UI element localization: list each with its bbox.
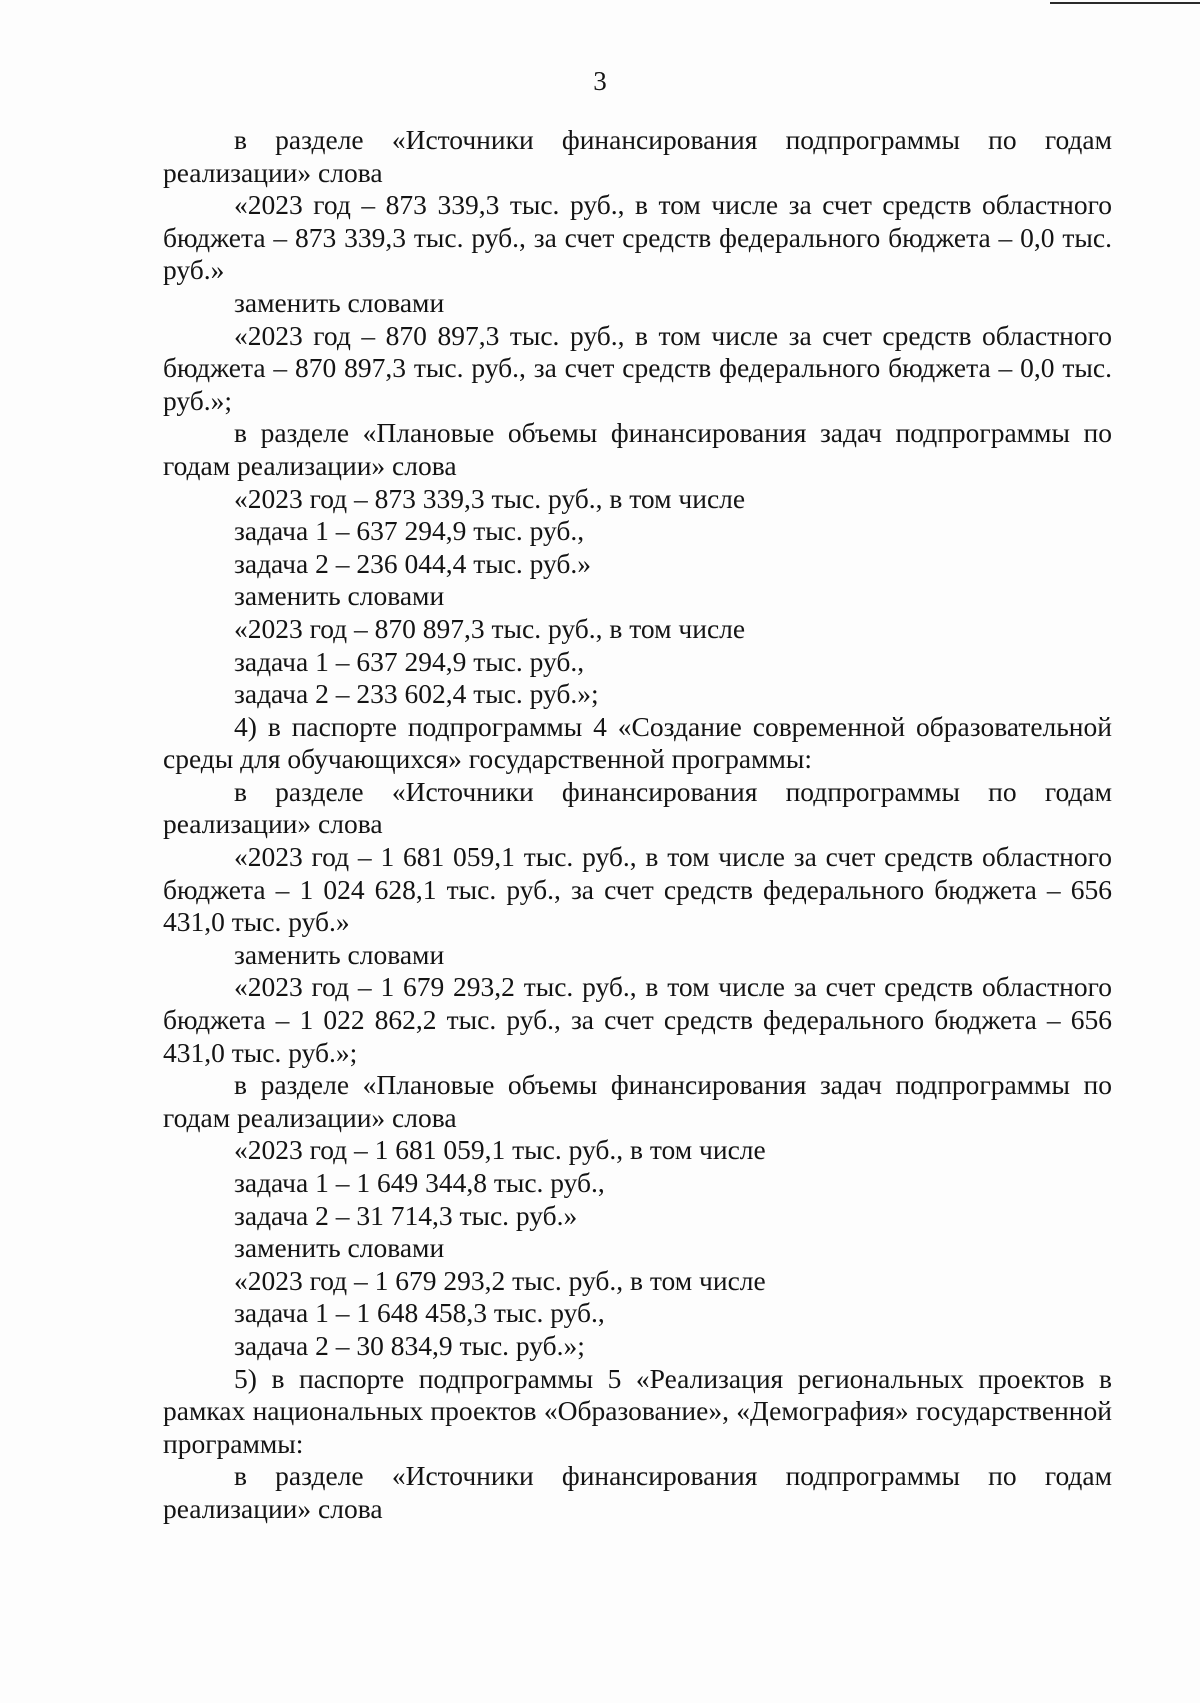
paragraph-10: «2023 год – 870 897,3 тыс. руб., в том числе <box>234 612 746 644</box>
paragraph-13: 4) в паспорте подпрограммы 4 «Создание современной образовательной среды для обучающихся» государственной программы: <box>163 710 1112 775</box>
paragraph-17: «2023 год – 1 679 293,2 тыс. руб., в том числе за счет средств областного бюджета – 1 022 862,2 тыс. руб., за счет средств федерального бюджета – 656 431,0 тыс. руб.»; <box>163 971 1112 1068</box>
paragraph-4: «2023 год – 870 897,3 тыс. руб., в том числе за счет средств областного бюджета – 870 897,3 тыс. руб., за счет средств федерального бюджета – 0,0 тыс. руб.»; <box>163 319 1112 416</box>
paragraph-6: «2023 год – 873 339,3 тыс. руб., в том числе <box>234 482 746 514</box>
paragraph-25: задача 2 – 30 834,9 тыс. руб.»; <box>234 1329 585 1361</box>
paragraph-7: задача 1 – 637 294,9 тыс. руб., <box>234 515 585 547</box>
paragraph-5: в разделе «Плановые объемы финансирования задач подпрограммы по годам реализации» слова <box>163 417 1112 481</box>
paragraph-11: задача 1 – 637 294,9 тыс. руб., <box>234 645 585 677</box>
paragraph-22: заменить словами <box>234 1232 445 1264</box>
paragraph-23: «2023 год – 1 679 293,2 тыс. руб., в том числе <box>234 1264 766 1296</box>
paragraph-1: в разделе «Источники финансирования подпрограммы по годам реализации» слова <box>163 124 1112 188</box>
paragraph-8: задача 2 – 236 044,4 тыс. руб.» <box>234 547 592 579</box>
paragraph-3: заменить словами <box>234 286 445 318</box>
paragraph-9: заменить словами <box>234 580 445 612</box>
page-number: 3 <box>593 66 607 96</box>
paragraph-18: в разделе «Плановые объемы финансирования задач подпрограммы по годам реализации» слова <box>163 1069 1112 1133</box>
paragraph-26: 5) в паспорте подпрограммы 5 «Реализация региональных проектов в рамках национальных проектов «Образование», «Демография» государственной программы: <box>163 1362 1112 1459</box>
paragraph-19: «2023 год – 1 681 059,1 тыс. руб., в том числе <box>234 1134 766 1166</box>
paragraph-27: в разделе «Источники финансирования подпрограммы по годам реализации» слова <box>163 1460 1112 1524</box>
paragraph-16: заменить словами <box>234 938 445 970</box>
paragraph-14: в разделе «Источники финансирования подпрограммы по годам реализации» слова <box>163 775 1112 840</box>
document-body <box>163 124 1112 1526</box>
paragraph-15: «2023 год – 1 681 059,1 тыс. руб., в том числе за счет средств областного бюджета – 1 024 628,1 тыс. руб., за счет средств федерального бюджета – 656 431,0 тыс. руб.» <box>163 841 1112 938</box>
scan-edge-mark <box>1050 2 1200 4</box>
paragraph-21: задача 2 – 31 714,3 тыс. руб.» <box>234 1199 578 1231</box>
paragraph-20: задача 1 – 1 649 344,8 тыс. руб., <box>234 1167 605 1198</box>
paragraph-24: задача 1 – 1 648 458,3 тыс. руб., <box>234 1297 605 1329</box>
paragraph-2: «2023 год – 873 339,3 тыс. руб., в том числе за счет средств областного бюджета – 873 339,3 тыс. руб., за счет средств федерального бюджета – 0,0 тыс. руб.» <box>163 189 1112 286</box>
paragraph-12: задача 2 – 233 602,4 тыс. руб.»; <box>234 678 599 710</box>
